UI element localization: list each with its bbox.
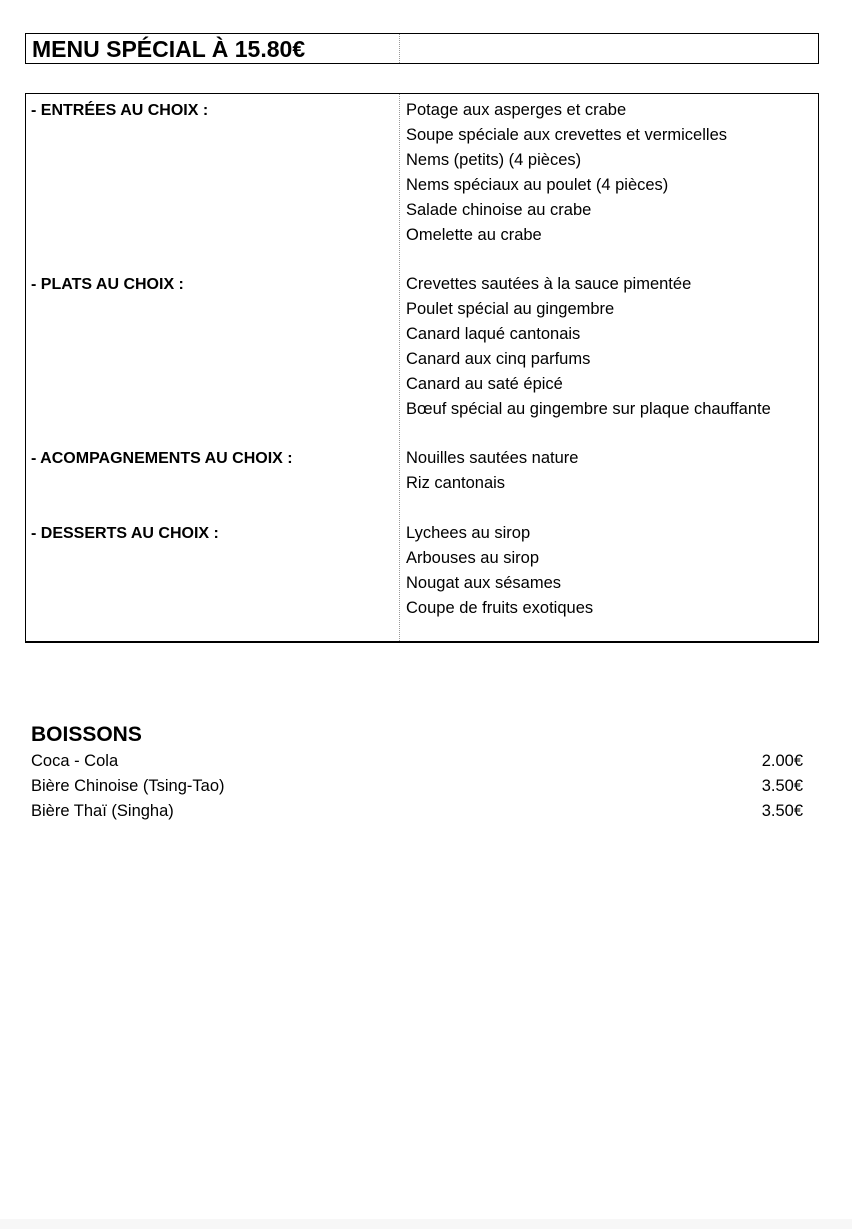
column-divider [399,34,400,63]
item-list [406,446,578,496]
item-list [406,98,727,248]
drink-name: Coca - Cola [31,752,119,770]
list-item: Nems (petits) (4 pièces) [406,151,582,169]
list-item: Potage aux asperges et crabe [406,101,627,119]
item-list [406,272,771,422]
menu-sections-box [25,93,819,643]
item-list [406,521,593,621]
menu-title-box [25,33,819,64]
list-item: Omelette au crabe [406,226,542,244]
list-item: Lychees au sirop [406,524,531,542]
list-item: Salade chinoise au crabe [406,201,592,219]
section-label: - ACOMPAGNEMENTS AU CHOIX : [31,450,293,467]
list-item: Arbouses au sirop [406,549,539,567]
list-item: Soupe spéciale aux crevettes et vermicelles [406,126,727,144]
list-item: Canard laqué cantonais [406,325,581,343]
drink-row [31,749,803,774]
section-label: - ENTRÉES AU CHOIX : [31,102,209,119]
list-item: Riz cantonais [406,474,506,492]
list-item: Nouilles sautées nature [406,449,579,467]
list-item: Nems spéciaux au poulet (4 pièces) [406,176,669,194]
drink-row [31,799,803,824]
drink-price: 3.50€ [761,802,803,820]
list-item: Coupe de fruits exotiques [406,599,594,617]
list-item: Poulet spécial au gingembre [406,300,615,318]
section-label: - DESSERTS AU CHOIX : [31,525,219,542]
list-item: Canard aux cinq parfums [406,350,591,368]
boissons-section [31,721,803,824]
list-item: Bœuf spécial au gingembre sur plaque chauffante [406,400,771,418]
drink-price: 2.00€ [761,752,803,770]
menu-title: MENU SPÉCIAL À 15.80€ [32,36,306,62]
list-item: Canard au saté épicé [406,375,563,393]
boissons-title: BOISSONS [31,723,142,746]
list-item: Nougat aux sésames [406,574,562,592]
drink-price: 3.50€ [761,777,803,795]
list-item: Crevettes sautées à la sauce pimentée [406,275,692,293]
section-label: - PLATS AU CHOIX : [31,276,184,293]
drink-name: Bière Thaï (Singha) [31,802,174,820]
column-divider [399,94,400,641]
drink-name: Bière Chinoise (Tsing-Tao) [31,777,225,795]
drink-row [31,774,803,799]
page-bottom-strip [0,1219,852,1229]
